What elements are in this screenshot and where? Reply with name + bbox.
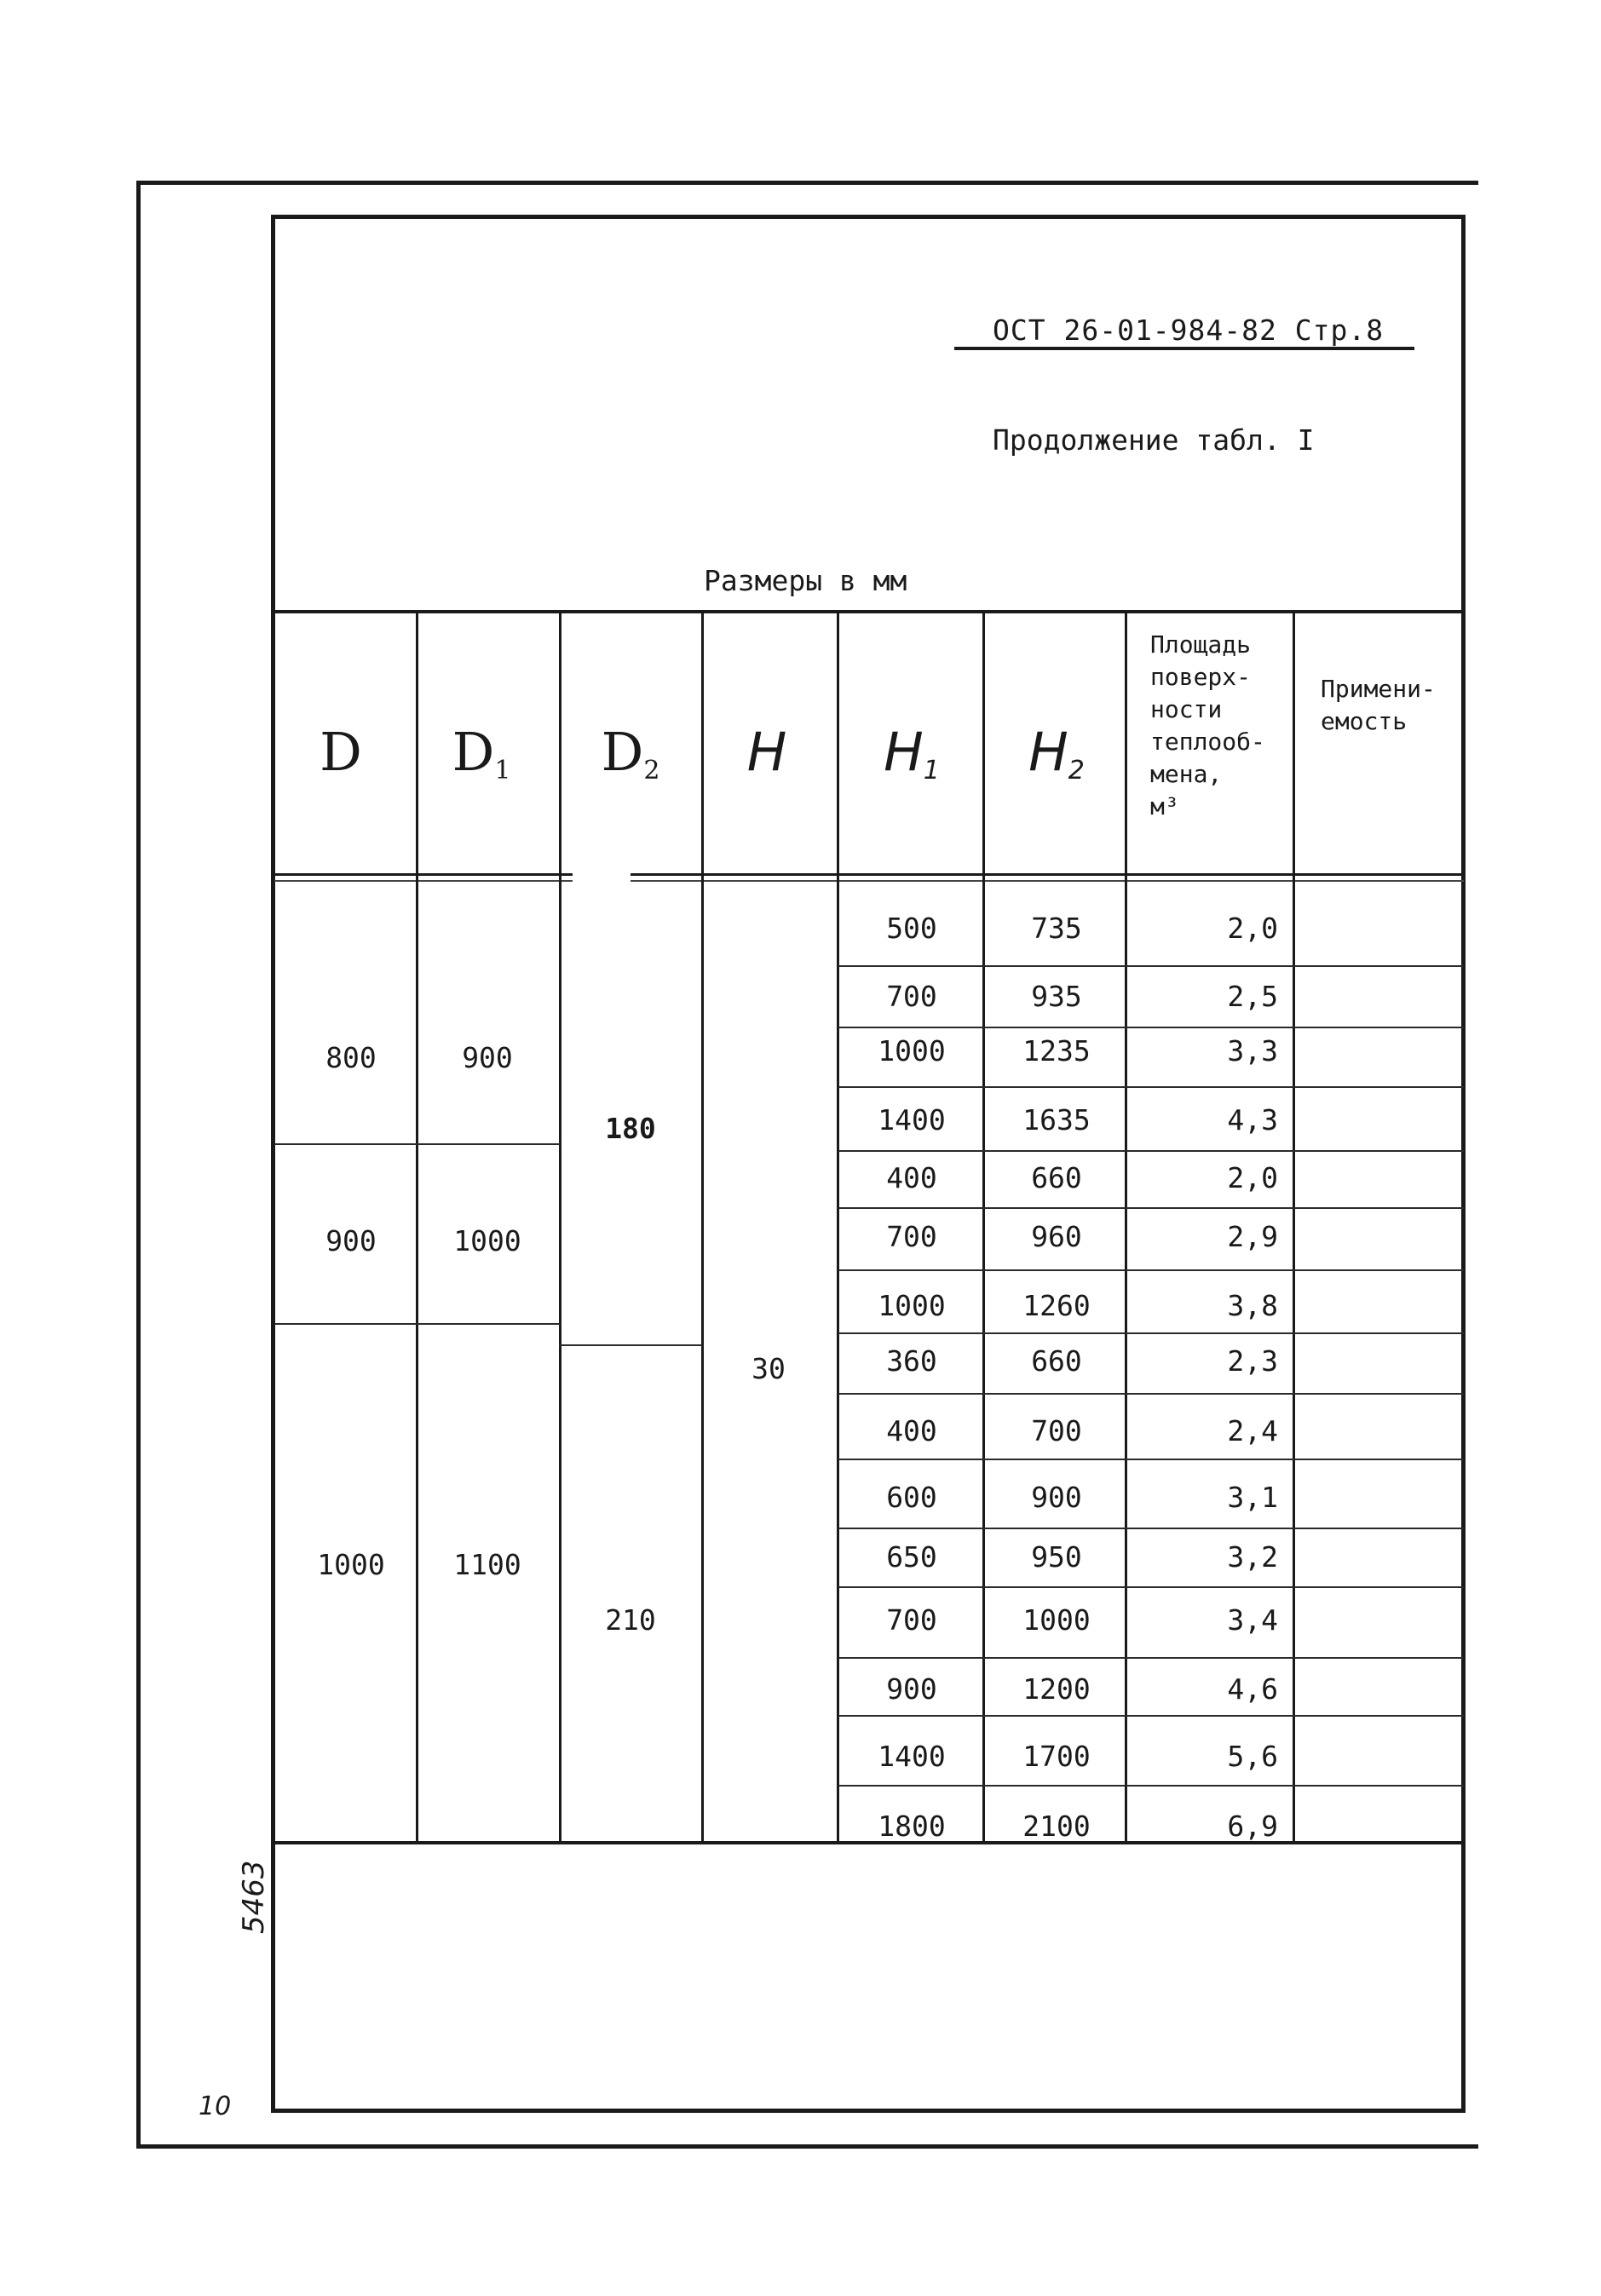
row-separator xyxy=(838,1269,1464,1271)
column-header-applicability: Примени- емость xyxy=(1321,675,1436,735)
cell-h1: 500 xyxy=(886,912,937,945)
cell-h1: 400 xyxy=(886,1414,937,1447)
group-separator xyxy=(274,1323,561,1325)
column-header-h: H xyxy=(746,721,787,783)
cell-area: 4,3 xyxy=(1227,1103,1278,1136)
cell-h1: 400 xyxy=(886,1161,937,1194)
cell-h1: 360 xyxy=(886,1344,937,1378)
cell-h2: 900 xyxy=(1031,1481,1082,1514)
cell-h2: 700 xyxy=(1031,1414,1082,1447)
table-continuation-title: Продолжение табл. I xyxy=(993,423,1315,457)
row-separator xyxy=(838,1459,1464,1460)
column-header-d: D xyxy=(320,721,362,783)
cell-h1: 700 xyxy=(886,980,937,1013)
cell-h1: 600 xyxy=(886,1481,937,1514)
cell-area: 3,3 xyxy=(1227,1034,1278,1067)
row-separator xyxy=(838,1586,1464,1588)
document-code: ОСТ 26-01-984-82 Стр.8 xyxy=(993,314,1385,347)
cell-h1: 900 xyxy=(886,1672,937,1706)
column-divider xyxy=(416,612,418,1843)
cell-area: 2,0 xyxy=(1227,1161,1278,1194)
row-separator xyxy=(838,965,1464,967)
cell-area: 2,9 xyxy=(1227,1220,1278,1253)
column-header-h1: $H_1$ xyxy=(884,721,940,785)
column-divider xyxy=(701,612,704,1843)
cell-area: 3,4 xyxy=(1227,1603,1278,1637)
column-header-d2: $D_2$ xyxy=(601,721,660,785)
cell-h2: 735 xyxy=(1031,912,1082,945)
cell-h1: 700 xyxy=(886,1220,937,1253)
cell-h1: 650 xyxy=(886,1540,937,1574)
cell-d1: 1100 xyxy=(453,1548,521,1581)
cell-area: 2,4 xyxy=(1227,1414,1278,1447)
cell-area: 3,8 xyxy=(1227,1289,1278,1322)
row-separator xyxy=(838,1150,1464,1152)
group-separator xyxy=(274,1143,561,1145)
column-header-area: Площадь поверх- ности теплооб- мена, м³ xyxy=(1150,630,1265,820)
cell-h2: 660 xyxy=(1031,1344,1082,1378)
cell-area: 2,3 xyxy=(1227,1344,1278,1378)
cell-h2: 935 xyxy=(1031,980,1082,1013)
cell-d2: 180 xyxy=(605,1112,656,1145)
header-separator xyxy=(274,873,573,876)
cell-area: 5,6 xyxy=(1227,1740,1278,1773)
cell-h2: 1700 xyxy=(1022,1740,1091,1773)
column-divider xyxy=(559,612,562,1843)
cell-h2: 1000 xyxy=(1022,1603,1091,1637)
document-code-underline xyxy=(954,347,1414,350)
row-separator xyxy=(838,1657,1464,1659)
cell-d: 1000 xyxy=(317,1548,385,1581)
header-separator-double xyxy=(274,880,573,882)
cell-h2: 1235 xyxy=(1022,1034,1091,1067)
cell-h2: 1260 xyxy=(1022,1289,1091,1322)
cell-h2: 1200 xyxy=(1022,1672,1091,1706)
cell-h2: 950 xyxy=(1031,1540,1082,1574)
cell-h2: 660 xyxy=(1031,1161,1082,1194)
row-separator xyxy=(838,1207,1464,1209)
cell-d: 800 xyxy=(325,1041,377,1074)
cell-h2: 2100 xyxy=(1022,1810,1091,1843)
cell-d2: 210 xyxy=(605,1603,656,1637)
cell-h1: 1400 xyxy=(878,1740,946,1773)
cell-area: 4,6 xyxy=(1227,1672,1278,1706)
units-note: Размеры в мм xyxy=(704,564,907,597)
cell-area: 2,5 xyxy=(1227,980,1278,1013)
table-top-border xyxy=(274,610,1464,613)
cell-h1: 700 xyxy=(886,1603,937,1637)
header-separator xyxy=(631,873,1464,876)
cell-area: 3,1 xyxy=(1227,1481,1278,1514)
cell-h1: 1000 xyxy=(878,1034,946,1067)
row-separator xyxy=(838,1393,1464,1395)
margin-side-number: 5463 xyxy=(237,1860,271,1934)
page-number: 10 xyxy=(199,2092,232,2121)
cell-h2: 1635 xyxy=(1022,1103,1091,1136)
row-separator xyxy=(838,1086,1464,1088)
cell-h1: 1400 xyxy=(878,1103,946,1136)
cell-area: 2,0 xyxy=(1227,912,1278,945)
row-separator xyxy=(838,1715,1464,1717)
column-header-h2: $H_2$ xyxy=(1028,721,1085,785)
row-separator xyxy=(838,1528,1464,1529)
cell-area: 6,9 xyxy=(1227,1810,1278,1843)
cell-h1: 1000 xyxy=(878,1289,946,1322)
header-separator-double xyxy=(631,880,1464,882)
column-header-d1: $D_1$ xyxy=(452,721,511,785)
cell-d1: 900 xyxy=(462,1041,513,1074)
cell-d: 900 xyxy=(325,1224,377,1257)
cell-d1: 1000 xyxy=(453,1224,521,1257)
cell-area: 3,2 xyxy=(1227,1540,1278,1574)
cell-h2: 960 xyxy=(1031,1220,1082,1253)
cell-h1: 1800 xyxy=(878,1810,946,1843)
cell-h: 30 xyxy=(752,1352,786,1385)
group-separator xyxy=(559,1344,702,1346)
row-separator xyxy=(838,1027,1464,1028)
row-separator xyxy=(838,1332,1464,1334)
row-separator xyxy=(838,1785,1464,1787)
